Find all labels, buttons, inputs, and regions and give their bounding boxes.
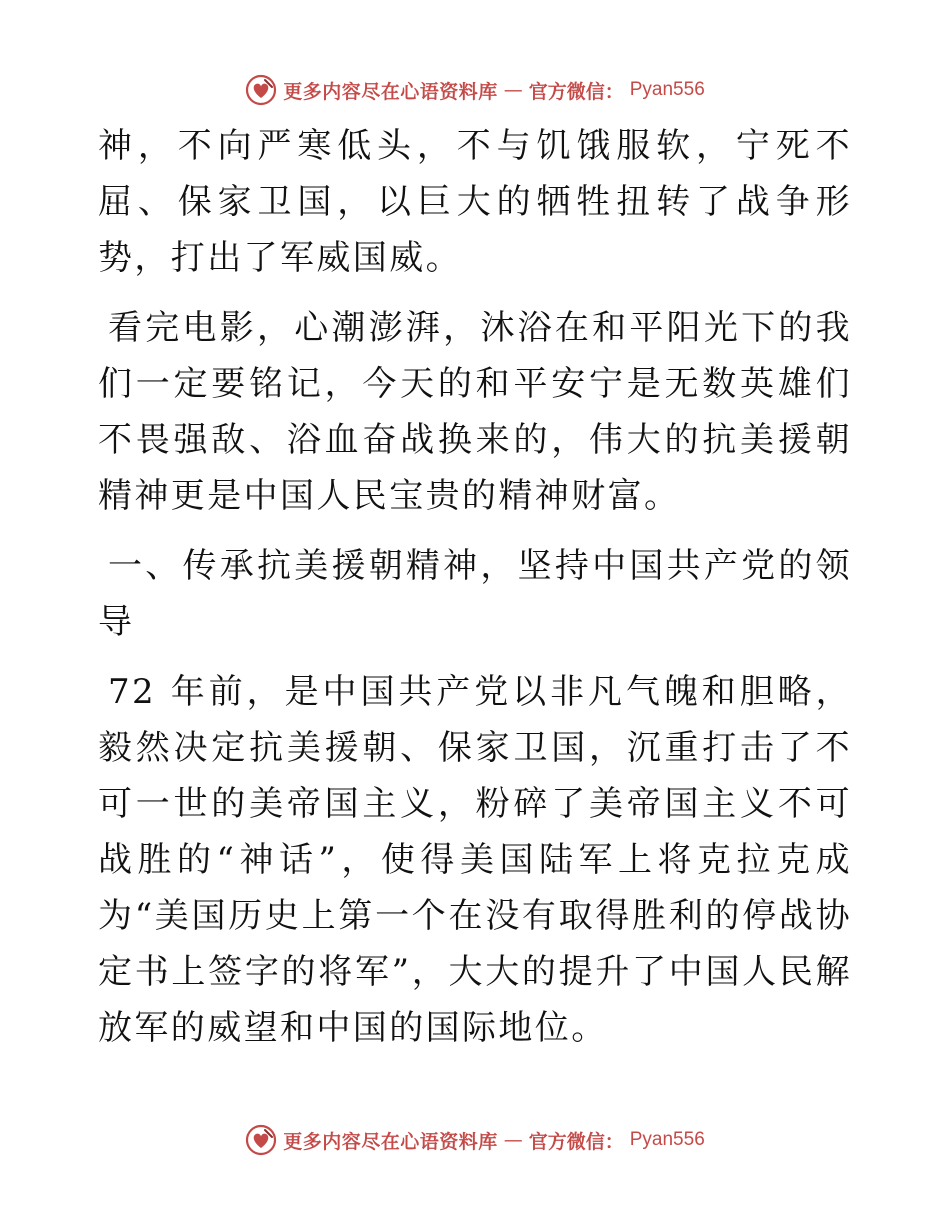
paragraph-reflection: 看完电影，心潮澎湃，沐浴在和平阳光下的我们一定要铭记，今天的和平安宁是无数英雄们不畏强敌、浴血奋战换来的，伟大的抗美援朝精神更是中国人民宝贵的精神财富。 (98, 308, 852, 516)
document-body (98, 118, 852, 1056)
watermark-brand: 更多内容尽在心语资料库 (283, 80, 498, 103)
watermark-brand: 更多内容尽在心语资料库 (283, 1130, 498, 1153)
section-heading: 一、传承抗美援朝精神，坚持中国共产党的领导 (98, 546, 852, 642)
heart-pen-logo-icon (245, 74, 277, 106)
watermark-wechat-id: Pyan556 (629, 79, 705, 100)
watermark-wechat-id: Pyan556 (629, 1129, 705, 1150)
footer-watermark (0, 1122, 950, 1158)
paragraph-history: 72 年前，是中国共产党以非凡气魄和胆略，毅然决定抗美援朝、保家卫国，沉重打击了不可一世的美帝国主义，粉碎了美帝国主义不可战胜的“神话”，使得美国陆军上将克拉克成为“美国历史上第一个在没有取得胜利的停战协定书上签字的将军”，大大的提升了中国人民解放军的威望和中国的国际地位。 (98, 672, 852, 1048)
paragraph-continuation: 神，不向严寒低头，不与饥饿服软，宁死不屈、保家卫国，以巨大的牺牲扭转了战争形势，打出了军威国威。 (98, 126, 852, 278)
heart-pen-logo-icon (245, 1124, 277, 1156)
watermark-separator: — (503, 79, 523, 101)
watermark-official-label: 官方微信： (528, 1130, 624, 1153)
header-watermark (0, 72, 950, 108)
watermark-official-label: 官方微信： (528, 80, 624, 103)
watermark-separator: — (503, 1129, 523, 1151)
